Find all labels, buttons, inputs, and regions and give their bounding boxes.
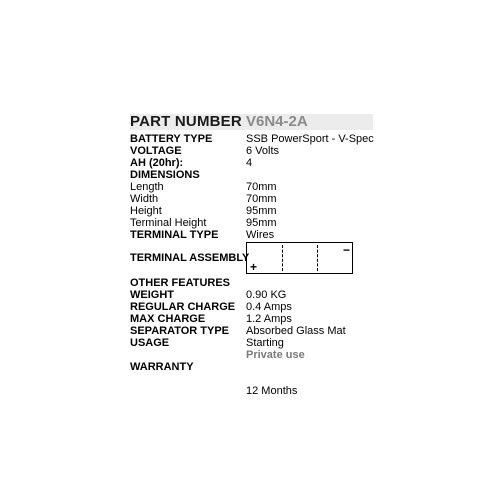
cell-divider [282, 245, 283, 271]
spec-value: Wires [246, 229, 275, 241]
feature-row-other-features [130, 277, 373, 289]
feature-key: WEIGHT [130, 289, 174, 301]
feature-row-max-charge [130, 313, 373, 325]
spec-value: SSB PowerSport - V-Spec [246, 133, 374, 145]
spec-row-height [130, 205, 373, 217]
cell-divider [317, 245, 318, 271]
spec-row-width [130, 193, 373, 205]
feature-key: MAX CHARGE [130, 313, 206, 325]
feature-value: Starting [246, 337, 284, 349]
spec-key: Terminal Height [130, 217, 207, 229]
spec-row-ah [130, 157, 373, 169]
feature-row-separator-type [130, 325, 373, 337]
spec-key: Height [130, 205, 162, 217]
spec-key: DIMENSIONS [130, 169, 200, 181]
part-number-label: PART NUMBER [130, 113, 242, 130]
feature-value: 1.2 Amps [246, 313, 292, 325]
spec-row-terminal-height [130, 217, 373, 229]
spec-value: 95mm [246, 217, 277, 229]
warranty-value-row [130, 385, 373, 397]
feature-value: 0.4 Amps [246, 301, 292, 313]
feature-key: OTHER FEATURES [130, 277, 231, 289]
spec-value: 6 Volts [246, 145, 280, 157]
feature-key: REGULAR CHARGE [130, 301, 236, 313]
warranty-spacer [130, 373, 373, 385]
terminal-assembly-diagram [246, 242, 353, 274]
part-number-value: V6N4-2A [246, 113, 308, 130]
feature-row-usage-detail [130, 349, 373, 361]
negative-terminal-icon: − [343, 243, 351, 257]
spec-key: AH (20hr): [130, 157, 184, 169]
feature-value: Private use [246, 349, 305, 361]
spec-value: 95mm [246, 205, 277, 217]
feature-value: 0.90 KG [246, 289, 287, 301]
feature-row-usage [130, 337, 373, 349]
spec-row-voltage [130, 145, 373, 157]
spec-value: 70mm [246, 181, 277, 193]
spec-row-dimensions [130, 169, 373, 181]
warranty-label: WARRANTY [130, 361, 194, 373]
spec-value: 70mm [246, 193, 277, 205]
feature-row-regular-charge [130, 301, 373, 313]
spec-row-battery-type [130, 133, 373, 145]
spec-value: 4 [246, 157, 253, 169]
spec-row-terminal-type [130, 229, 373, 241]
terminal-assembly-row [130, 241, 373, 277]
feature-key: SEPARATOR TYPE [130, 325, 230, 337]
feature-key: USAGE [130, 337, 170, 349]
positive-terminal-icon: + [250, 260, 258, 274]
feature-value: Absorbed Glass Mat [246, 325, 346, 337]
spec-key: VOLTAGE [130, 145, 182, 157]
part-number-header [130, 114, 373, 130]
battery-spec-sheet [130, 114, 373, 397]
warranty-row [130, 361, 373, 373]
spec-key: Length [130, 181, 164, 193]
spec-key: Width [130, 193, 159, 205]
spec-key: BATTERY TYPE [130, 133, 213, 145]
warranty-value: 12 Months [246, 385, 298, 397]
spec-row-length [130, 181, 373, 193]
feature-row-weight [130, 289, 373, 301]
spec-key: TERMINAL TYPE [130, 229, 219, 241]
terminal-assembly-label: TERMINAL ASSEMBLY [130, 252, 250, 264]
